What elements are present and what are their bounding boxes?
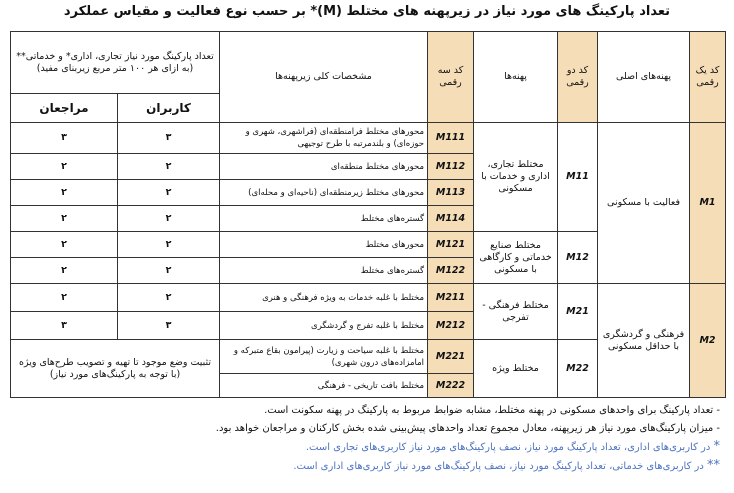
visitors-cell: ۲ — [11, 284, 118, 312]
users-cell: ۳ — [118, 312, 220, 340]
users-cell: ۲ — [118, 284, 220, 312]
special-note-cell: تثبیت وضع موجود تا تهیه و تصویب طرح‌های ویژه (با توجه به پارکینگ‌های مورد نیاز) — [11, 340, 220, 398]
visitors-cell: ۲ — [11, 258, 118, 284]
code1-cell: M1 — [690, 123, 726, 284]
star-note-line — [10, 438, 720, 457]
users-cell: ۳ — [118, 123, 220, 154]
spec-cell: گستره‌های مختلط — [220, 258, 428, 284]
header-code3: کد سه رقمی — [428, 32, 474, 123]
code3-cell: M113 — [428, 180, 474, 206]
main-zone-cell: فرهنگی و گردشگری با حداقل مسکونی — [598, 284, 690, 398]
spec-cell: محورهای مختلط منطقه‌ای — [220, 154, 428, 180]
spec-cell: محورهای مختلط فرامنطقه‌ای (فراشهری، شهری و حوزه‌ای) و بلندمرتبه با طرح توجیهی — [220, 123, 428, 154]
spec-cell: گستره‌های مختلط — [220, 206, 428, 232]
notes-section — [10, 402, 720, 476]
users-cell: ۲ — [118, 180, 220, 206]
users-cell: ۲ — [118, 206, 220, 232]
code2-cell: M11 — [558, 123, 598, 232]
code2-cell: M22 — [558, 340, 598, 398]
visitors-cell: ۳ — [11, 123, 118, 154]
zone-cell: مختلط تجاری، اداری و خدمات با مسکونی — [474, 123, 558, 232]
users-cell: ۲ — [118, 258, 220, 284]
header-code1: کد یک رقمی — [690, 32, 726, 123]
visitors-cell: ۲ — [11, 180, 118, 206]
header-visitors: مراجعان — [11, 94, 118, 123]
spec-cell: مختلط با غلبه تفرج و گردشگری — [220, 312, 428, 340]
table-row — [11, 123, 726, 154]
note-line: - تعداد پارکینگ برای واحدهای مسکونی در پهنه مختلط، مشابه ضوابط مربوط به پارکینگ در پهنه سکونت است. — [264, 405, 720, 416]
header-zones: پهنه‌ها — [474, 32, 558, 123]
code3-cell: M212 — [428, 312, 474, 340]
visitors-cell: ۲ — [11, 206, 118, 232]
star-mark: ** — [707, 458, 720, 473]
spec-cell: مختلط بافت تاریخی - فرهنگی — [220, 374, 428, 398]
code3-cell: M221 — [428, 340, 474, 374]
code3-cell: M114 — [428, 206, 474, 232]
visitors-cell: ۲ — [11, 154, 118, 180]
header-code2: کد دو رقمی — [558, 32, 598, 123]
code3-cell: M111 — [428, 123, 474, 154]
spec-cell: مختلط با غلبه سیاحت و زیارت (پیرامون بقاع متبرکه و امامزاده‌های درون شهری) — [220, 340, 428, 374]
users-cell: ۲ — [118, 154, 220, 180]
header-parking-need: تعداد پارکینگ مورد نیاز تجاری، اداری* و خدماتی** (به ازای هر ۱۰۰ متر مربع زیربنای مفید) — [11, 32, 220, 94]
note-line: - میزان پارکینگ‌های مورد نیاز هر زیرپهنه، معادل مجموع تعداد واحدهای پیش‌بینی شده بخش کارکنان و مراجعان خواهد بود. — [215, 423, 720, 434]
star-mark: * — [713, 439, 720, 454]
table-row — [11, 284, 726, 312]
spec-cell: مختلط با غلبه خدمات به ویژه فرهنگی و هنری — [220, 284, 428, 312]
spec-cell: محورهای مختلط — [220, 232, 428, 258]
parking-table — [10, 31, 726, 398]
code3-cell: M121 — [428, 232, 474, 258]
code3-cell: M211 — [428, 284, 474, 312]
zone-cell: مختلط ویژه — [474, 340, 558, 398]
code3-cell: M122 — [428, 258, 474, 284]
code3-cell: M222 — [428, 374, 474, 398]
star-note-text: در کاربری‌های اداری، تعداد پارکینگ مورد نیاز، نصف پارکینگ‌های مورد نیاز کاربری‌های تجاری است. — [305, 442, 711, 453]
page-title: تعداد پارکینگ های مورد نیاز در زیرپهنه های مختلط (M)* بر حسب نوع فعالیت و مقیاس عملکرد — [63, 4, 671, 19]
star-note-text: در کاربری‌های خدماتی، تعداد پارکینگ مورد نیاز، نصف پارکینگ‌های مورد نیاز کاربری‌های اداری است. — [293, 461, 704, 472]
visitors-cell: ۲ — [11, 232, 118, 258]
zone-cell: مختلط فرهنگی - تفرجی — [474, 284, 558, 340]
users-cell: ۲ — [118, 232, 220, 258]
code2-cell: M12 — [558, 232, 598, 284]
code1-cell: M2 — [690, 284, 726, 398]
spec-cell: محورهای مختلط زیرمنطقه‌ای (ناحیه‌ای و محله‌ای) — [220, 180, 428, 206]
visitors-cell: ۳ — [11, 312, 118, 340]
star-note-line — [10, 457, 720, 476]
header-main-zone: پهنه‌های اصلی — [598, 32, 690, 123]
header-sub-spec: مشخصات کلی زیرپهنه‌ها — [220, 32, 428, 123]
main-zone-cell: فعالیت با مسکونی — [598, 123, 690, 284]
code2-cell: M21 — [558, 284, 598, 340]
header-users: کاربران — [118, 94, 220, 123]
zone-cell: مختلط صنایع خدماتی و کارگاهی با مسکونی — [474, 232, 558, 284]
code3-cell: M112 — [428, 154, 474, 180]
